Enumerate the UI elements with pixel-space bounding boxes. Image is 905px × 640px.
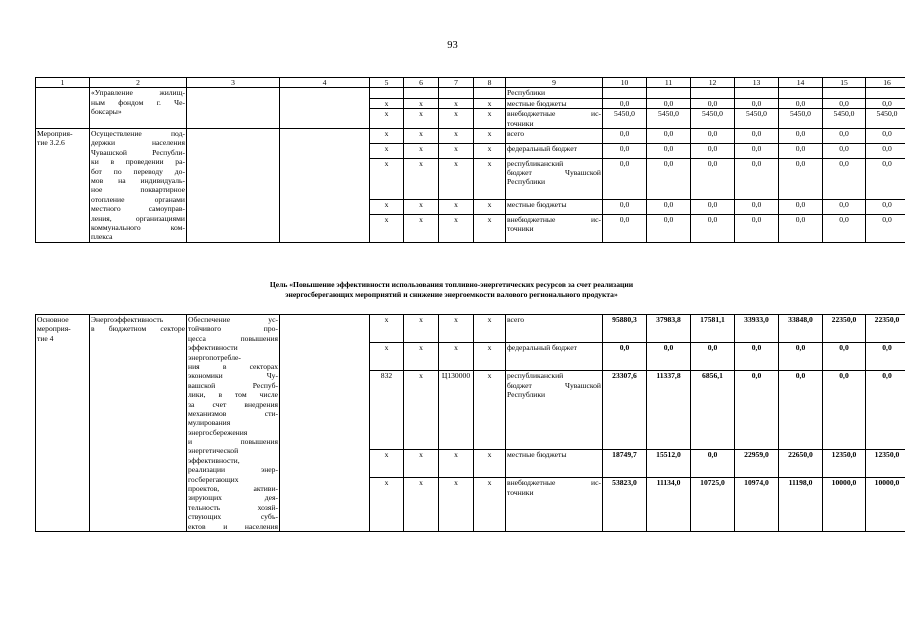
year-value: 37983,8: [647, 315, 691, 343]
measure-description-line: цесса повышения: [188, 333, 278, 343]
year-value: 0,0: [735, 371, 779, 450]
measure-description-line: ния в секторах: [188, 361, 278, 371]
measure-name-line: в бюджетном секторе: [91, 324, 185, 334]
funding-source-line: внебюджетные ис-: [507, 214, 601, 224]
year-value: 0,0: [603, 143, 647, 158]
funding-source-line: точники: [507, 224, 534, 233]
year-value: 0,0: [779, 98, 823, 108]
year-value: 33933,0: [735, 315, 779, 343]
year-value: 0,0: [866, 98, 905, 108]
measure-description-line: ствующих субъ-: [188, 512, 278, 522]
code-c5: x: [370, 478, 404, 532]
measure-code-line: мероприя-: [37, 324, 71, 334]
year-value: 0,0: [647, 98, 691, 108]
measure-name-line: коммунального ком-: [91, 222, 185, 232]
year-value: 5450,0: [866, 109, 905, 129]
year-value: 53823,0: [603, 478, 647, 532]
year-value: 11337,8: [647, 371, 691, 450]
goal-line-1: Цель «Повышение эффективности использования топливно-энергетических ресурсов за счет реализации: [269, 280, 634, 289]
measure-description: [187, 129, 280, 243]
funding-source: [506, 199, 603, 214]
year-value: 22959,0: [735, 450, 779, 478]
column-number-14: 14: [779, 78, 823, 88]
measure-code-line: Основное: [37, 315, 69, 324]
code-c8: x: [474, 109, 506, 129]
year-value: 0,0: [866, 214, 905, 242]
year-value: [823, 88, 866, 98]
funding-source-line: внебюджетные ис-: [507, 478, 601, 488]
year-value: 0,0: [691, 98, 735, 108]
funding-source: [506, 214, 603, 242]
measure-description-line: зирующих дея-: [188, 493, 278, 503]
code-c7: x: [439, 143, 474, 158]
year-value: 0,0: [691, 343, 735, 371]
code-c5: [370, 88, 404, 98]
funding-source-line: точники: [507, 118, 534, 128]
funding-source-line: местные бюджеты: [507, 450, 567, 460]
measure-name: [90, 315, 187, 532]
year-value: 0,0: [603, 158, 647, 199]
year-value: 0,0: [735, 143, 779, 158]
funding-source-line: местные бюджеты: [507, 199, 567, 209]
measure-name-line: мов на индивидуаль-: [91, 175, 185, 185]
code-c5: x: [370, 315, 404, 343]
year-value: 0,0: [823, 98, 866, 108]
funding-source-line: Республики: [507, 390, 546, 400]
year-value: 0,0: [647, 199, 691, 214]
measure-name-line: ное поквартирное: [91, 185, 185, 195]
code-c7: x: [439, 109, 474, 129]
measure-description-line: тойчивого про-: [188, 324, 278, 334]
code-c5: x: [370, 129, 404, 144]
year-value: 0,0: [691, 158, 735, 199]
year-value: 0,0: [866, 143, 905, 158]
code-c8: x: [474, 143, 506, 158]
measure-description-line: эффективности: [188, 343, 238, 353]
year-value: 0,0: [735, 98, 779, 108]
code-c5: x: [370, 214, 404, 242]
code-c8: x: [474, 214, 506, 242]
measure-description: [187, 88, 280, 129]
code-c6: x: [404, 343, 439, 371]
code-c8: x: [474, 450, 506, 478]
year-value: 0,0: [603, 129, 647, 144]
year-value: 5450,0: [823, 109, 866, 129]
column-number-8: 8: [474, 78, 506, 88]
code-c6: x: [404, 143, 439, 158]
column-number-5: 5: [370, 78, 404, 88]
year-value: 5450,0: [647, 109, 691, 129]
column-number-4: 4: [280, 78, 370, 88]
year-value: 0,0: [735, 129, 779, 144]
measure-name-line: Чувашской Республи-: [91, 147, 185, 157]
year-value: 0,0: [866, 343, 905, 371]
year-value: 0,0: [779, 371, 823, 450]
year-value: 0,0: [823, 129, 866, 144]
year-value: 22350,0: [866, 315, 905, 343]
code-c5: x: [370, 98, 404, 108]
responsible-executor: [280, 129, 370, 243]
measure-name-line: ным фондом г. Че-: [91, 97, 185, 107]
column-number-10: 10: [603, 78, 647, 88]
year-value: 5450,0: [603, 109, 647, 129]
code-c7: x: [439, 98, 474, 108]
year-value: 5450,0: [735, 109, 779, 129]
code-c8: x: [474, 343, 506, 371]
column-number-7: 7: [439, 78, 474, 88]
funding-source-line: бюджет Чувашской: [507, 380, 601, 390]
measure-name-line: Энергоэффективность: [91, 315, 164, 324]
year-value: 0,0: [603, 214, 647, 242]
year-value: 0,0: [823, 371, 866, 450]
year-value: 0,0: [823, 343, 866, 371]
budget-table-bottom: [35, 314, 905, 532]
year-value: 11134,0: [647, 478, 691, 532]
year-value: 0,0: [779, 143, 823, 158]
code-c6: x: [404, 98, 439, 108]
column-number-2: 2: [90, 78, 187, 88]
measure-description-line: энергопотребле-: [188, 352, 241, 362]
year-value: 0,0: [779, 199, 823, 214]
measure-name-line: отопление органами: [91, 194, 185, 204]
year-value: 0,0: [691, 143, 735, 158]
measure-description-line: энергетической: [188, 446, 239, 456]
year-value: 0,0: [779, 214, 823, 242]
code-c5: x: [370, 450, 404, 478]
year-value: 10000,0: [823, 478, 866, 532]
year-value: 12350,0: [823, 450, 866, 478]
table-row: [36, 88, 905, 98]
funding-source-line: федеральный бюджет: [507, 143, 577, 153]
year-value: 10725,0: [691, 478, 735, 532]
column-number-6: 6: [404, 78, 439, 88]
year-value: 0,0: [823, 199, 866, 214]
measure-description-line: за счет внедрения: [188, 399, 278, 409]
year-value: 12350,0: [866, 450, 905, 478]
measure-name-line: боксары»: [91, 107, 122, 117]
measure-name-line: местного самоуправ-: [91, 204, 185, 214]
year-value: 0,0: [735, 214, 779, 242]
goal-heading: [35, 280, 868, 300]
funding-source: [506, 343, 603, 371]
responsible-executor: [280, 88, 370, 129]
year-value: 0,0: [691, 214, 735, 242]
funding-source-line: республиканский: [507, 371, 564, 381]
responsible-executor: [280, 315, 370, 532]
year-value: 0,0: [691, 450, 735, 478]
code-c8: x: [474, 199, 506, 214]
year-value: [603, 88, 647, 98]
code-c7: x: [439, 214, 474, 242]
year-value: 10974,0: [735, 478, 779, 532]
funding-source-line: республиканский: [507, 158, 564, 168]
measure-description-line: ектов и населения: [188, 521, 278, 531]
year-value: 0,0: [866, 371, 905, 450]
funding-source: [506, 88, 603, 98]
measure-name-line: Осуществление под-: [91, 129, 185, 138]
year-value: 95880,3: [603, 315, 647, 343]
code-c6: x: [404, 315, 439, 343]
goal-line-2: энергосберегающих мероприятий и снижение энергоемкости валового регионального продукта»: [285, 290, 618, 299]
year-value: 6856,1: [691, 371, 735, 450]
measure-description-line: вашской Респуб-: [188, 380, 278, 390]
measure-name-line: плекса: [91, 232, 113, 242]
year-value: 10000,0: [866, 478, 905, 532]
measure-code-line: тие 4: [37, 333, 54, 343]
measure-description-line: экономики Чу-: [188, 371, 278, 381]
column-number-9: 9: [506, 78, 603, 88]
year-value: 0,0: [647, 214, 691, 242]
page-number: 93: [447, 40, 458, 51]
measure-name: [90, 129, 187, 243]
code-c6: x: [404, 109, 439, 129]
code-c8: x: [474, 478, 506, 532]
code-c6: x: [404, 450, 439, 478]
funding-source: [506, 315, 603, 343]
code-c8: x: [474, 129, 506, 144]
year-value: 0,0: [735, 343, 779, 371]
year-value: 0,0: [647, 129, 691, 144]
code-c5: x: [370, 199, 404, 214]
year-value: 0,0: [647, 343, 691, 371]
code-c6: x: [404, 371, 439, 450]
code-c6: x: [404, 129, 439, 144]
funding-source-line: всего: [507, 315, 525, 324]
column-number-3: 3: [187, 78, 280, 88]
year-value: [691, 88, 735, 98]
year-value: 0,0: [866, 158, 905, 199]
year-value: 0,0: [866, 199, 905, 214]
column-number-12: 12: [691, 78, 735, 88]
funding-source-line: бюджет Чувашской: [507, 167, 601, 177]
column-number-16: 16: [866, 78, 905, 88]
year-value: 5450,0: [691, 109, 735, 129]
code-c6: x: [404, 199, 439, 214]
year-value: 0,0: [647, 158, 691, 199]
year-value: [647, 88, 691, 98]
code-c7: [439, 88, 474, 98]
column-number-13: 13: [735, 78, 779, 88]
code-c5: x: [370, 158, 404, 199]
year-value: 0,0: [823, 143, 866, 158]
column-number-11: 11: [647, 78, 691, 88]
measure-description-line: тельность хозяй-: [188, 502, 278, 512]
year-value: 0,0: [691, 129, 735, 144]
year-value: 11198,0: [779, 478, 823, 532]
year-value: 18749,7: [603, 450, 647, 478]
funding-source-line: точники: [507, 487, 534, 497]
funding-source-line: Республики: [507, 177, 546, 187]
year-value: 0,0: [647, 143, 691, 158]
code-c6: x: [404, 478, 439, 532]
code-c6: x: [404, 158, 439, 199]
funding-source-line: федеральный бюджет: [507, 343, 577, 353]
year-value: 0,0: [779, 129, 823, 144]
year-value: 0,0: [603, 98, 647, 108]
code-c8: x: [474, 98, 506, 108]
measure-description-line: реализации энер-: [188, 465, 278, 475]
funding-source: [506, 371, 603, 450]
funding-source-line: всего: [507, 129, 525, 138]
funding-source: [506, 129, 603, 144]
code-c7: x: [439, 199, 474, 214]
measure-code-line: Мероприя-: [37, 129, 73, 138]
year-value: 0,0: [866, 129, 905, 144]
code-c7: x: [439, 478, 474, 532]
column-number-row: [36, 78, 905, 88]
code-c7: x: [439, 158, 474, 199]
measure-description: [187, 315, 280, 532]
measure-description-line: эффективности,: [188, 455, 240, 465]
funding-source: [506, 478, 603, 532]
column-number-15: 15: [823, 78, 866, 88]
code-c8: [474, 88, 506, 98]
column-number-1: 1: [36, 78, 90, 88]
code-c5: x: [370, 343, 404, 371]
measure-name-line: «Управление жилищ-: [91, 88, 185, 98]
measure-code-line: тие 3.2.6: [37, 138, 65, 148]
year-value: 0,0: [603, 343, 647, 371]
year-value: 17581,1: [691, 315, 735, 343]
funding-source-line: Республики: [507, 88, 546, 98]
code-c6: x: [404, 214, 439, 242]
year-value: [779, 88, 823, 98]
measure-description-line: механизмов сти-: [188, 408, 278, 418]
table-row: [36, 315, 905, 343]
code-c5: 832: [370, 371, 404, 450]
code-c7: x: [439, 315, 474, 343]
code-c7: x: [439, 343, 474, 371]
budget-table-top: [35, 77, 905, 243]
year-value: 0,0: [691, 199, 735, 214]
measure-description-line: Обеспечение ус-: [188, 315, 278, 324]
measure-name-line: ки в проведении ра-: [91, 157, 185, 167]
measure-description-line: проектов, активи-: [188, 484, 278, 494]
code-c6: [404, 88, 439, 98]
measure-name-line: бот по переводу до-: [91, 166, 185, 176]
year-value: 0,0: [735, 158, 779, 199]
measure-description-line: и повышения: [188, 437, 278, 447]
code-c7: x: [439, 129, 474, 144]
measure-name: [90, 88, 187, 129]
code-c5: x: [370, 109, 404, 129]
year-value: 23307,6: [603, 371, 647, 450]
funding-source-line: внебюджетные ис-: [507, 109, 601, 119]
code-c7: Ц130000: [439, 371, 474, 450]
year-value: [866, 88, 905, 98]
measure-code: [36, 88, 90, 129]
year-value: 0,0: [823, 214, 866, 242]
measure-description-line: мулирования: [188, 418, 231, 428]
year-value: 0,0: [779, 343, 823, 371]
measure-description-line: госберегающих: [188, 474, 239, 484]
funding-source-line: местные бюджеты: [507, 98, 567, 108]
measure-code: [36, 315, 90, 532]
code-c8: x: [474, 371, 506, 450]
code-c7: x: [439, 450, 474, 478]
year-value: 33848,0: [779, 315, 823, 343]
funding-source: [506, 109, 603, 129]
table-row: [36, 129, 905, 144]
measure-name-line: ления, организациями: [91, 213, 185, 223]
year-value: 0,0: [779, 158, 823, 199]
funding-source: [506, 450, 603, 478]
measure-name-line: держки населения: [91, 138, 185, 148]
year-value: 0,0: [823, 158, 866, 199]
year-value: 0,0: [735, 199, 779, 214]
measure-description-line: лики, в том числе: [188, 390, 278, 400]
measure-description-line: энергосбережения: [188, 427, 248, 437]
code-c5: x: [370, 143, 404, 158]
year-value: 5450,0: [779, 109, 823, 129]
code-c8: x: [474, 315, 506, 343]
year-value: [735, 88, 779, 98]
funding-source: [506, 158, 603, 199]
funding-source: [506, 98, 603, 108]
year-value: 22650,0: [779, 450, 823, 478]
year-value: 22350,0: [823, 315, 866, 343]
code-c8: x: [474, 158, 506, 199]
funding-source: [506, 143, 603, 158]
measure-code: [36, 129, 90, 243]
year-value: 0,0: [603, 199, 647, 214]
year-value: 15512,0: [647, 450, 691, 478]
